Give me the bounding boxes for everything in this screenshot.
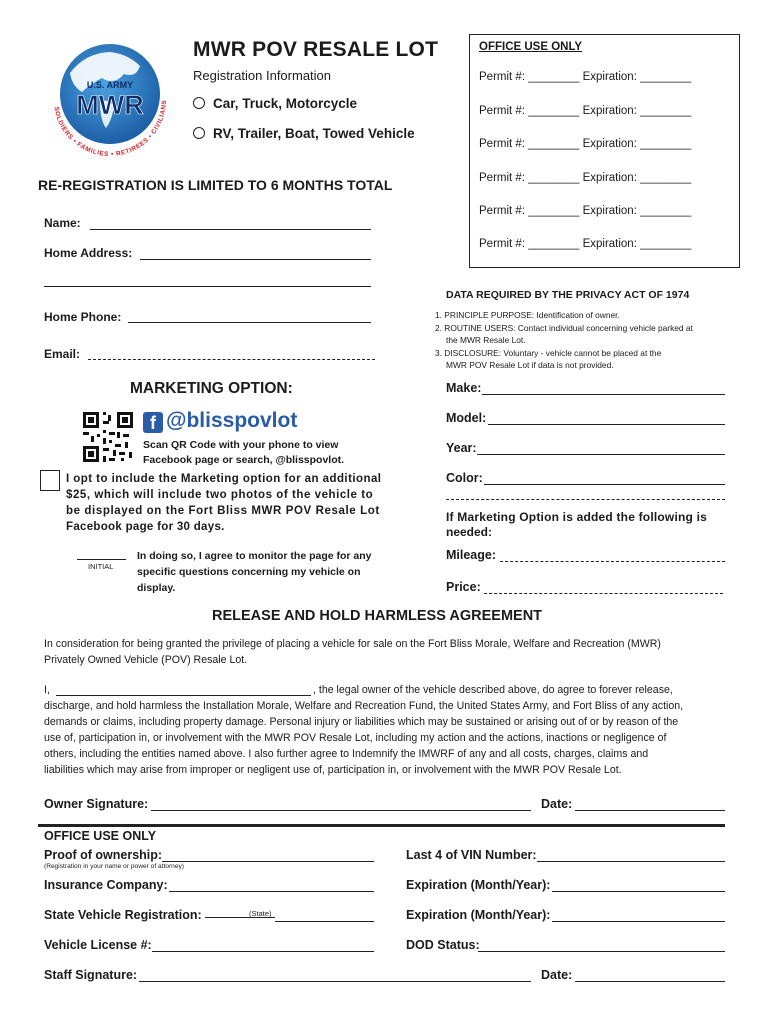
office-use-title: OFFICE USE ONLY [479,41,583,53]
vehicle-license-field[interactable] [152,951,374,952]
insurance-field[interactable] [169,891,374,892]
mwr-logo [40,28,180,166]
price-field[interactable] [484,593,723,594]
email-label: Email: [44,347,81,361]
name-label: Name: [44,216,81,230]
release-para-2e: others, including the entities named above. I also further agree to Indemnify the IMWRF of any and all costs, charges, claims and [44,748,649,760]
marketing-note-2: needed: [446,525,493,539]
release-para-2c: demands or claims, including property damage. Personal injury or liabilities which may be sustained or arising out of or by reason of the [44,716,679,728]
mileage-field[interactable] [500,561,725,562]
release-para-1a: In consideration for being granted the privilege of placing a vehicle for sale on the Fort Bliss Morale, Welfare and Recreation (MWR) [44,638,661,650]
privacy-item-2: 2. ROUTINE USERS: Contact individual concerning vehicle parked at [435,323,693,333]
agree-line-3: display. [137,582,176,594]
dashed-divider [446,499,725,500]
office2-title: OFFICE USE ONLY [44,829,157,843]
staff-signature-label: Staff Signature: [44,968,138,982]
office-use-box [469,34,740,268]
privacy-item-3: 3. DISCLOSURE: Voluntary - vehicle cannot be placed at the [435,348,662,358]
proof-note: (Registration in your name or power of attorney) [44,863,184,870]
scan-instruction-2: Facebook page or search, @blisspovlot. [143,454,345,466]
make-field[interactable] [482,394,725,395]
permit-row-1[interactable]: Permit #: ________ Expiration: ________ [479,71,692,83]
staff-date-field[interactable] [575,981,725,982]
owner-name-field[interactable] [56,695,311,696]
release-para-2-start: I, [44,684,50,696]
optin-line-4: Facebook page for 30 days. [66,521,225,533]
facebook-icon [143,412,163,433]
staff-date-label: Date: [541,968,573,982]
optin-line-1: I opt to include the Marketing option for an additional [66,473,382,485]
initial-label: INITIAL [88,562,114,571]
vehicle-type-option-1: Car, Truck, Motorcycle [213,96,358,111]
permit-row-2[interactable]: Permit #: ________ Expiration: ________ [479,105,692,117]
release-para-2d: use of, participation in, or involvement with the MWR POV Resale Lot, including my action and the actions, inactions or negligence of [44,732,667,744]
privacy-item-1: 1. PRINCIPLE PURPOSE: Identification of owner. [435,310,620,320]
facebook-handle[interactable]: @blisspovlot [166,409,298,432]
home-address-field-2[interactable] [44,286,371,287]
scan-instruction-1: Scan QR Code with your phone to view [143,439,339,451]
state-registration-label: State Vehicle Registration: [44,908,202,922]
color-label: Color: [446,471,483,485]
permit-row-6[interactable]: Permit #: ________ Expiration: ________ [479,238,692,250]
vehicle-license-label: Vehicle License #: [44,938,152,952]
vehicle-type-radio-1[interactable] [193,97,205,109]
insurance-expiration-label: Expiration (Month/Year): [406,878,551,892]
vin-label: Last 4 of VIN Number: [406,848,537,862]
optin-line-2: $25, which will include two photos of the vehicle to [66,489,374,501]
marketing-note-1: If Marketing Option is added the following is [446,510,708,524]
agree-line-1: In doing so, I agree to monitor the page for any [137,550,372,562]
price-label: Price: [446,580,481,594]
state-registration-field[interactable] [275,921,374,922]
privacy-item-2-cont: the MWR Resale Lot. [446,335,526,345]
release-para-2b: discharge, and hold harmless the Installation Morale, Welfare and Recreation Fund, the United States Army, and Fort Bliss of any action, [44,700,684,712]
optin-line-3: be displayed on the Fort Bliss MWR POV Resale Lot [66,505,380,517]
logo-line1: U.S. ARMY [86,80,134,90]
staff-signature-field[interactable] [139,981,531,982]
signature-date-field[interactable] [575,810,725,811]
release-para-1b: Privately Owned Vehicle (POV) Resale Lot. [44,654,248,666]
signature-date-label: Date: [541,797,573,811]
model-field[interactable] [488,424,725,425]
home-phone-label: Home Phone: [44,310,122,324]
qr-code[interactable] [79,408,137,466]
marketing-optin-checkbox[interactable] [40,470,60,491]
permit-row-4[interactable]: Permit #: ________ Expiration: ________ [479,172,692,184]
initial-field[interactable] [77,559,126,560]
home-address-label: Home Address: [44,246,133,260]
logo-arc-text: SOLDIERS • FAMILIES • RETIREES • CIVILIANS [52,99,169,159]
proof-field[interactable] [162,861,374,862]
vin-field[interactable] [537,861,725,862]
color-field[interactable] [484,484,725,485]
form-subtitle: Registration Information [193,68,332,83]
model-label: Model: [446,411,487,425]
year-field[interactable] [477,454,725,455]
owner-signature-field[interactable] [151,810,531,811]
logo-line2: MWR [76,90,144,120]
home-address-field[interactable] [140,259,371,260]
office-section-divider [38,824,725,827]
release-para-2f: liabilities which may arise from improper or negligent use of, participation in, or involvement with the MWR POV Resale Lot. [44,764,622,776]
release-title: RELEASE AND HOLD HARMLESS AGREEMENT [212,608,543,624]
insurance-expiration-field[interactable] [552,891,725,892]
home-phone-field[interactable] [128,322,371,323]
permit-row-3[interactable]: Permit #: ________ Expiration: ________ [479,138,692,150]
state-field-label: (State) [249,909,272,918]
permit-row-5[interactable]: Permit #: ________ Expiration: ________ [479,205,692,217]
vehicle-type-radio-2[interactable] [193,127,205,139]
make-label: Make: [446,381,482,395]
dod-status-label: DOD Status: [406,938,480,952]
dod-status-field[interactable] [478,951,725,952]
privacy-title: DATA REQUIRED BY THE PRIVACY ACT OF 1974 [446,289,690,301]
registration-expiration-label: Expiration (Month/Year): [406,908,551,922]
proof-label: Proof of ownership: [44,848,163,862]
form-title: MWR POV RESALE LOT [193,38,439,61]
registration-expiration-field[interactable] [552,921,725,922]
vehicle-type-option-2: RV, Trailer, Boat, Towed Vehicle [213,126,415,141]
release-para-2a: , the legal owner of the vehicle described above, do agree to forever release, [313,684,673,696]
mileage-label: Mileage: [446,548,497,562]
owner-signature-label: Owner Signature: [44,797,149,811]
facebook-letter: f [150,413,156,433]
name-field[interactable] [90,229,371,230]
reregistration-notice: RE-REGISTRATION IS LIMITED TO 6 MONTHS TOTAL [38,177,393,193]
privacy-item-3-cont: MWR POV Resale Lot if data is not provided. [446,360,614,370]
year-label: Year: [446,441,477,455]
agree-line-2: specific questions concerning my vehicle on [137,566,361,578]
marketing-title: MARKETING OPTION: [130,380,293,397]
insurance-label: Insurance Company: [44,878,168,892]
email-field[interactable] [88,359,375,360]
